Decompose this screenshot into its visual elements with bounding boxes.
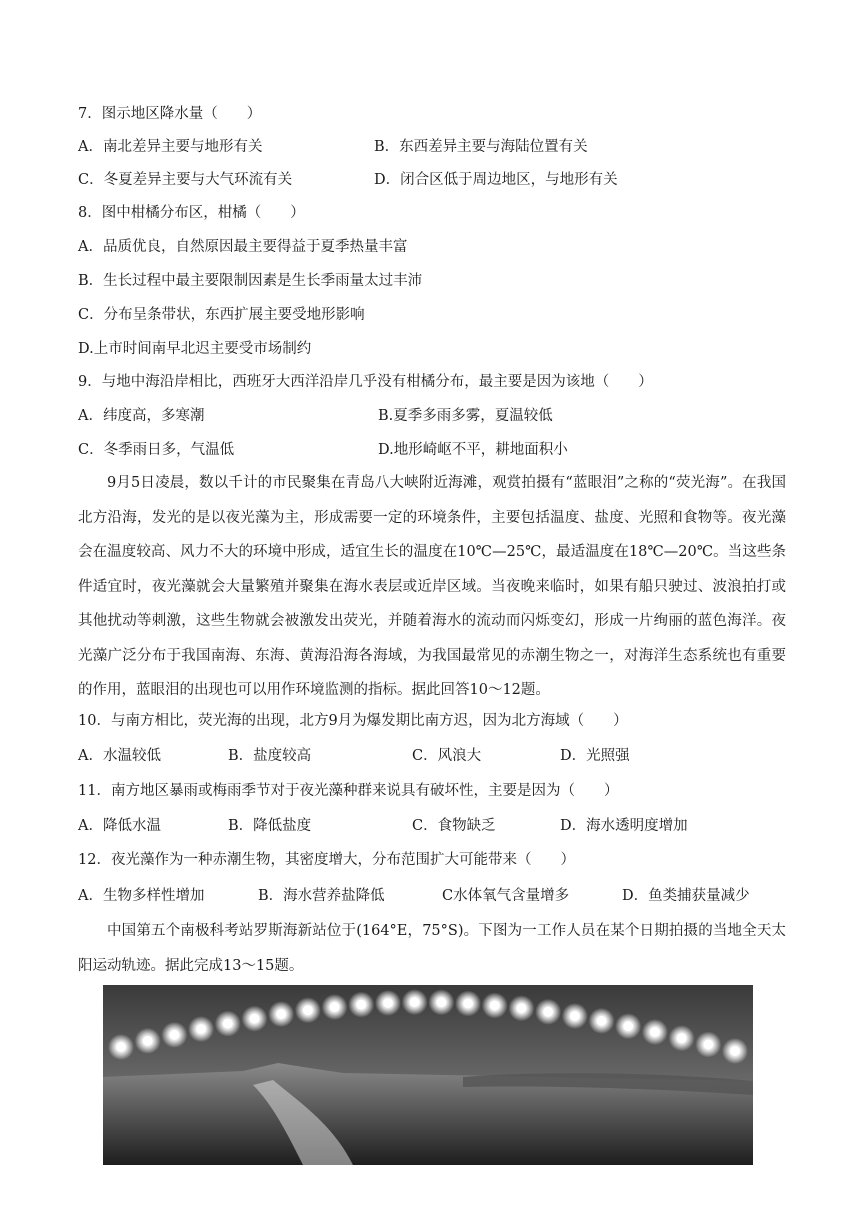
- q11-option-b[interactable]: B．降低盐度: [228, 818, 312, 834]
- q9-option-b[interactable]: B.夏季多雨多雾，夏温较低: [378, 408, 553, 424]
- sun-trajectory-photo: [103, 985, 753, 1165]
- q11-option-a[interactable]: A．降低水温: [78, 818, 161, 834]
- sun-icon: [730, 1046, 740, 1056]
- sun-icon: [436, 997, 446, 1007]
- sun-icon: [169, 1030, 179, 1040]
- q7-option-c[interactable]: C．冬夏差异主要与大气环流有关: [78, 172, 293, 188]
- q8-option-c[interactable]: C．分布呈条带状，东西扩展主要受地形影响: [78, 307, 365, 323]
- q9-option-d[interactable]: D.地形崎岖不平，耕地面积小: [378, 442, 568, 458]
- q7-option-a[interactable]: A．南北差异主要与地形有关: [78, 139, 263, 155]
- q9-option-a[interactable]: A．纬度高，多寒潮: [78, 408, 205, 424]
- sun-trajectory-icon: [103, 985, 753, 1165]
- sun-icon: [116, 1042, 126, 1052]
- sun-icon: [623, 1021, 633, 1031]
- q11-stem: 11．南方地区暴雨或梅雨季节对于夜光藻种群来说具有破坏性，主要是因为（ ）: [78, 783, 619, 799]
- q11-option-c[interactable]: C．食物缺乏: [412, 818, 496, 834]
- sun-icon: [383, 998, 393, 1008]
- sun-icon: [249, 1014, 259, 1024]
- q12-option-c[interactable]: C水体氧气含量增多: [442, 888, 570, 904]
- q10-option-b[interactable]: B．盐度较高: [228, 748, 312, 764]
- sun-icon: [223, 1019, 233, 1029]
- sun-icon: [570, 1011, 580, 1021]
- q9-stem: 9．与地中海沿岸相比，西班牙大西洋沿岸几乎没有柑橘分布，最主要是因为该地（ ）: [78, 374, 653, 390]
- reading-passage-2: 中国第五个南极科考站罗斯海新站位于(164°E，75°S)。下图为一工作人员在某个日期拍摄的当地全天太阳运动轨迹。据此完成13～15题。: [78, 923, 786, 974]
- sun-icon: [490, 1000, 500, 1010]
- sun-icon: [543, 1007, 553, 1017]
- sun-icon: [276, 1009, 286, 1019]
- reading-passage-1: 9月5日凌晨，数以千计的市民聚集在青岛八大峡附近海滩，观赏拍摄有“蓝眼泪”之称的“荧光海”。在我国北方沿海，发光的是以夜光藻为主，形成需要一定的环境条件，主要包括温度、盐度、光照和食物等。夜光藻会在温度较高、风力不大的环境中形成，适宜生长的温度在10℃—25℃，最适温度在18℃—20℃。当这些条件适宜时，夜光藻就会大量繁殖并聚集在海水表层或近岸区域。当夜晚来临时，如果有船只驶过、波浪拍打或其他扰动等刺激，这些生物就会被激发出荧光，并随着海水的流动而闪烁变幻，形成一片绚丽的蓝色海洋。夜光藻广泛分布于我国南海、东海、黄海沿海各海域，为我国最常见的赤潮生物之一，对海洋生态系统也有重要的作用，蓝眼泪的出现也可以用作环境监测的指标。据此回答10～12题。: [78, 475, 786, 698]
- q12-option-b[interactable]: B．海水营养盐降低: [258, 888, 385, 904]
- q10-option-a[interactable]: A．水温较低: [78, 748, 161, 764]
- q12-option-d[interactable]: D．鱼类捕获量减少: [622, 888, 750, 904]
- sun-icon: [516, 1003, 526, 1013]
- sun-icon: [650, 1027, 660, 1037]
- sun-icon: [703, 1040, 713, 1050]
- sun-icon: [196, 1024, 206, 1034]
- sun-icon: [330, 1002, 340, 1012]
- sun-icon: [597, 1016, 607, 1026]
- q12-stem: 12．夜光藻作为一种赤潮生物，其密度增大，分布范围扩大可能带来（ ）: [78, 852, 575, 868]
- q8-option-d[interactable]: D.上市时间南早北迟主要受市场制约: [78, 341, 312, 357]
- q8-option-a[interactable]: A．品质优良，自然原因最主要得益于夏季热量丰富: [78, 239, 408, 255]
- sun-icon: [677, 1033, 687, 1043]
- q9-option-c[interactable]: C．冬季雨日多，气温低: [78, 442, 235, 458]
- sun-icon: [356, 1000, 366, 1010]
- q7-option-d[interactable]: D．闭合区低于周边地区，与地形有关: [374, 172, 618, 188]
- q12-option-a[interactable]: A．生物多样性增加: [78, 888, 205, 904]
- q11-option-d[interactable]: D．海水透明度增加: [560, 818, 688, 834]
- q10-option-c[interactable]: C．风浪大: [412, 748, 482, 764]
- q7-stem: 7．图示地区降水量（ ）: [78, 106, 262, 122]
- q8-option-b[interactable]: B．生长过程中最主要限制因素是生长季雨量太过丰沛: [78, 273, 423, 289]
- sun-icon: [463, 998, 473, 1008]
- q10-stem: 10．与南方相比，荧光海的出现，北方9月为爆发期比南方迟，因为北方海域（ ）: [78, 713, 628, 729]
- q8-stem: 8．图中柑橘分布区，柑橘（ ）: [78, 205, 305, 221]
- sun-icon: [410, 997, 420, 1007]
- sun-icon: [303, 1005, 313, 1015]
- q10-option-d[interactable]: D．光照强: [560, 748, 630, 764]
- sun-icon: [143, 1036, 153, 1046]
- q7-option-b[interactable]: B．东西差异主要与海陆位置有关: [374, 139, 588, 155]
